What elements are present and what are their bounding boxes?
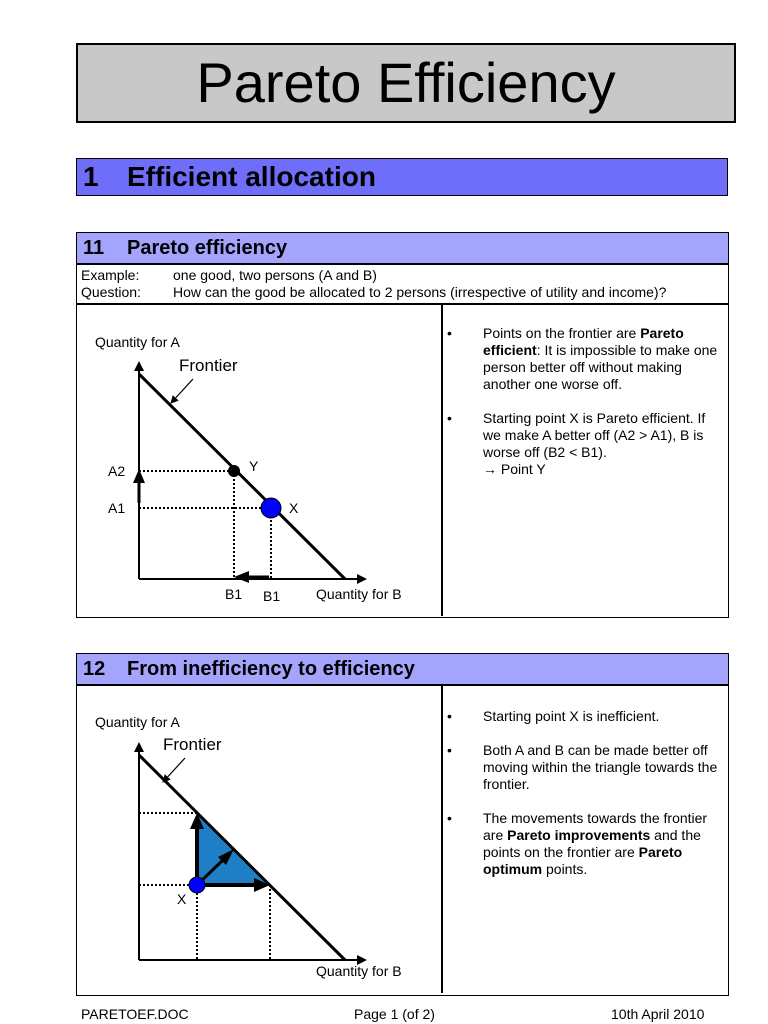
pareto-efficiency-diagram (77, 305, 441, 616)
chapter-title: Efficient allocation (127, 161, 376, 192)
bullet-dot-icon: • (447, 810, 452, 826)
bullet-list (445, 325, 726, 495)
b1-right-label: B1 (263, 588, 281, 604)
point-x-label: X (289, 500, 299, 516)
frontier-pointer-arrow (163, 758, 185, 782)
bullet-dot-icon: • (447, 742, 452, 758)
footer-date: 10th April 2010 (611, 1006, 705, 1022)
section-title: From inefficiency to efficiency (127, 657, 415, 680)
bullet-dot-icon: • (447, 410, 452, 426)
pareto-improvement-diagram (77, 686, 441, 993)
footer-filename: PARETOEF.DOC (81, 1006, 189, 1022)
point-x (189, 877, 205, 893)
y-axis-label: Quantity for A (95, 714, 180, 730)
a1-label: A1 (108, 500, 126, 516)
bullet-dot-icon: • (447, 325, 452, 341)
bullet-item (445, 742, 726, 793)
x-axis-label: Quantity for B (316, 586, 402, 602)
y-axis-arrow-icon (134, 742, 144, 752)
bullet-text: Both A and B can be made better off moving within the triangle towards the frontier. (483, 742, 718, 792)
section-body (77, 686, 728, 993)
frontier-pointer-arrow (171, 379, 193, 403)
bullet-text: Points on the frontier are (483, 325, 641, 341)
document-title: Pareto Efficiency (196, 51, 616, 114)
column-divider (441, 686, 443, 993)
b1-left-label: B1 (225, 586, 243, 602)
example-text: one good, two persons (A and B) (173, 267, 377, 283)
bullet-text: The movements towards the frontier are (483, 810, 708, 843)
bullet-text: and the points on the frontier are (483, 827, 701, 860)
x-axis-label: Quantity for B (316, 963, 402, 979)
section-body (77, 305, 728, 616)
bullet-list (445, 708, 726, 895)
question-text: How can the good be allocated to 2 persons (irrespective of utility and income)? (173, 284, 667, 300)
section-heading (77, 233, 728, 265)
bullet-bold-text: Pareto efficient (483, 325, 684, 358)
point-x-label: X (177, 891, 187, 907)
example-label: Example: (81, 267, 140, 283)
chapter-heading (76, 158, 728, 196)
frontier-label: Frontier (163, 735, 222, 754)
bullet-text: Starting point X is inefficient. (483, 708, 660, 724)
section-title: Pareto efficiency (127, 236, 288, 259)
bullet-text: Starting point X is Pareto efficient. If we make A better off (A2 > A1), B is worse off (B2 < B1). (483, 410, 706, 460)
bullet-item (445, 410, 726, 478)
footer-page: Page 1 (of 2) (354, 1006, 435, 1022)
frontier-line (139, 755, 345, 960)
section-inefficiency-to-efficiency (76, 653, 729, 996)
a2-label: A2 (108, 463, 126, 479)
point-y-label: Y (249, 458, 259, 474)
frontier-label: Frontier (179, 356, 238, 375)
section-number: 11 (83, 236, 105, 259)
bullet-item (445, 708, 726, 725)
bullet-item (445, 810, 726, 878)
bullet-item (445, 325, 726, 393)
bullet-text: points. (542, 861, 588, 877)
document-title-box (76, 43, 736, 123)
y-axis-arrow-icon (134, 361, 144, 371)
example-question-row (77, 265, 728, 305)
bullet-bold-text: Pareto improvements (507, 827, 651, 843)
point-x (261, 498, 281, 518)
section-pareto-efficiency (76, 232, 729, 618)
bullet-text: : It is impossible to make one person better off without making another one worse off. (483, 342, 718, 392)
point-y (228, 465, 240, 477)
frontier-line (139, 374, 345, 579)
bullet-bold-text: Pareto optimum (483, 844, 683, 877)
section-number: 12 (83, 657, 106, 680)
column-divider (441, 305, 443, 616)
b-decrease-arrowhead-icon (234, 571, 249, 583)
chapter-number: 1 (83, 161, 99, 192)
question-label: Question: (81, 284, 141, 300)
bullet-dot-icon: • (447, 708, 452, 724)
section-heading (77, 654, 728, 686)
x-axis-arrow-icon (357, 574, 367, 584)
bullet-text: → Point Y (483, 461, 546, 477)
y-axis-label: Quantity for A (95, 334, 180, 350)
